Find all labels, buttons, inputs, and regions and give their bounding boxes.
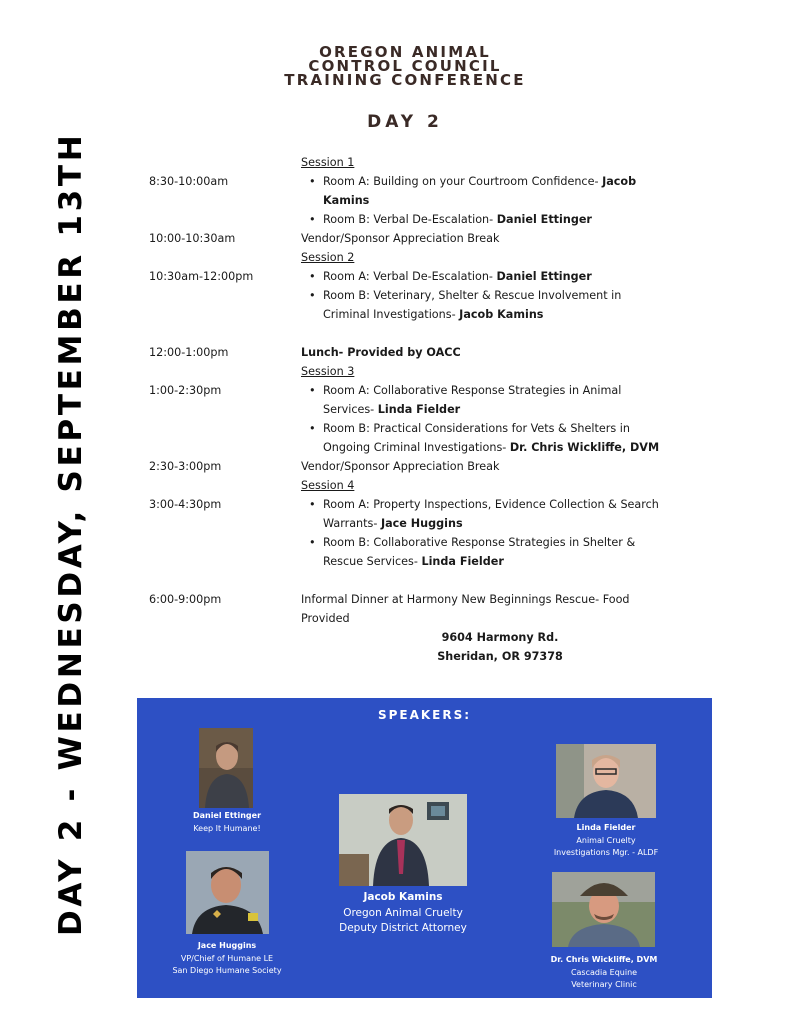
address-line-2: Sheridan, OR 97378 (437, 650, 563, 663)
speaker-photo-fielder (556, 744, 656, 818)
speaker-name: Jacob Kamins (363, 891, 443, 903)
session-text: Rescue Services- (323, 555, 418, 568)
session-item-cont (323, 438, 659, 457)
session-text: Ongoing Criminal Investigations- (323, 441, 507, 454)
speaker-name: Linda Fielder (421, 555, 504, 568)
dinner-item-cont: Provided (301, 612, 350, 625)
day-heading: DAY 2 (367, 112, 443, 132)
time-slot: 12:00-1:00pm (149, 346, 229, 359)
conference-title (200, 45, 610, 87)
time-slot: 3:00-4:30pm (149, 498, 222, 511)
session-item: • Room B: Collaborative Response Strategies in Shelter & (323, 533, 635, 552)
session-text: Criminal Investigations- (323, 308, 456, 321)
speaker-affiliation: Keep It Humane! (193, 823, 261, 833)
session-item (323, 210, 592, 229)
speaker-affiliation: Deputy District Attorney (339, 922, 467, 934)
time-slot: 10:30am-12:00pm (149, 270, 254, 283)
speaker-affiliation: Cascadia Equine (570, 967, 638, 977)
speaker-name: Jace Huggins (197, 941, 257, 950)
speaker-name: Dr. Chris Wickliffe, DVM (550, 955, 658, 964)
speakers-panel (137, 698, 712, 998)
time-slot: 6:00-9:00pm (149, 593, 222, 606)
speakers-heading: SPEAKERS: (377, 708, 472, 722)
speaker-name: Jacob (602, 175, 637, 188)
break-item: Vendor/Sponsor Appreciation Break (301, 460, 500, 473)
speaker-huggins (152, 940, 302, 978)
speaker-photo-wickliffe (552, 872, 655, 947)
speaker-affiliation: VP/Chief of Humane LE (180, 953, 274, 963)
speaker-affiliation: Veterinary Clinic (571, 980, 637, 989)
speaker-photo-ettinger (199, 728, 253, 808)
session-item: • Room B: Veterinary, Shelter & Rescue Involvement in (323, 286, 621, 305)
speaker-name: Linda Fielder (576, 823, 636, 832)
session-1-label: Session 1 (301, 156, 355, 169)
session-text: Room A: Building on your Courtroom Confidence- (323, 175, 599, 188)
title-line-2: CONTROL COUNCIL (308, 57, 502, 75)
speaker-name: Daniel Ettinger (192, 811, 262, 820)
title-line-1: OREGON ANIMAL (319, 43, 491, 61)
side-banner: DAY 2 - WEDNESDAY, SEPTEMBER 13TH (53, 131, 89, 936)
session-item-cont (323, 400, 460, 419)
session-text: Room A: Verbal De-Escalation- (323, 270, 493, 283)
time-slot: 2:30-3:00pm (149, 460, 222, 473)
speaker-name: Jacob Kamins (459, 308, 544, 321)
speaker-affiliation: Oregon Animal Cruelty (343, 906, 463, 919)
speaker-name: Jace Huggins (380, 517, 463, 530)
session-item-cont (323, 305, 543, 324)
session-text: Room B: Verbal De-Escalation- (323, 213, 494, 226)
speaker-photo-huggins (186, 851, 269, 934)
speaker-name: Daniel Ettinger (496, 213, 592, 226)
lunch-item: Lunch- Provided by OACC (301, 346, 461, 359)
session-item: • Room A: Collaborative Response Strategies in Animal (323, 381, 621, 400)
speaker-fielder (531, 822, 681, 860)
break-item: Vendor/Sponsor Appreciation Break (301, 232, 500, 245)
time-slot: 1:00-2:30pm (149, 384, 222, 397)
session-item-cont (323, 552, 504, 571)
speaker-kamins (318, 890, 488, 937)
session-text: Services- (323, 403, 375, 416)
speaker-wickliffe (529, 954, 679, 992)
speaker-photo-kamins (339, 794, 467, 886)
speaker-affiliation: Animal Cruelty (576, 835, 636, 845)
speaker-name: Dr. Chris Wickliffe, DVM (509, 441, 660, 454)
session-item (323, 267, 592, 286)
speaker-name: Linda Fielder (377, 403, 461, 416)
session-item: • Room B: Practical Considerations for Vets & Shelters in (323, 419, 630, 438)
session-text: Warrants- (323, 517, 378, 530)
session-3-label: Session 3 (301, 365, 355, 378)
address-line-1: 9604 Harmony Rd. (441, 631, 559, 644)
time-slot: 8:30-10:00am (149, 175, 229, 188)
speaker-name: Kamins (323, 194, 370, 207)
dinner-item: Informal Dinner at Harmony New Beginnings Rescue- Food (301, 593, 630, 606)
speaker-ettinger (177, 810, 277, 835)
session-item: • Room A: Property Inspections, Evidence Collection & Search (323, 495, 659, 514)
session-4-label: Session 4 (301, 479, 355, 492)
title-line-3: TRAINING CONFERENCE (284, 71, 526, 89)
time-slot: 10:00-10:30am (149, 232, 236, 245)
session-item (323, 172, 636, 191)
speaker-affiliation: San Diego Humane Society (172, 966, 282, 975)
session-2-label: Session 2 (301, 251, 355, 264)
session-item-cont (323, 514, 463, 533)
speaker-name: Daniel Ettinger (496, 270, 592, 283)
speaker-affiliation: Investigations Mgr. - ALDF (553, 848, 659, 857)
